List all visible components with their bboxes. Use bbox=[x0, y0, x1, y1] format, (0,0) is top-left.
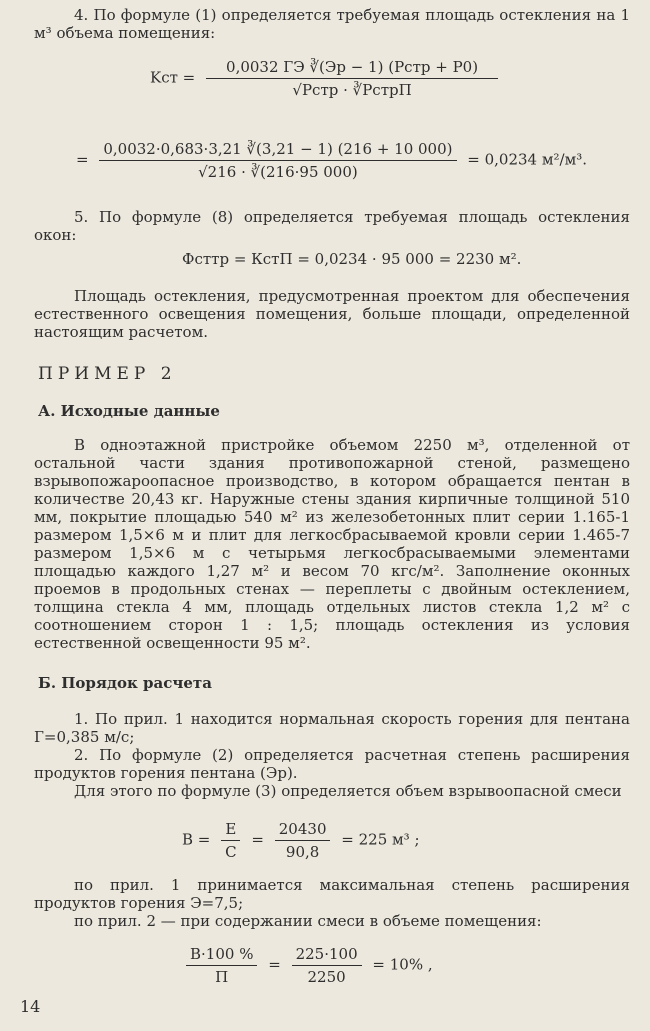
formula-volume-den-symbolic: C bbox=[225, 843, 237, 861]
formula-phi: Фсттр = КстП = 0,0234 · 95 000 = 2230 м². bbox=[182, 250, 522, 268]
formula-volume-num-numeric: 20430 bbox=[275, 820, 331, 841]
paragraph-step-2: 2. По формуле (2) определяется расчетная степень расширения продуктов горения пентана (Эр). bbox=[34, 746, 630, 782]
formula-volume-num-symbolic: E bbox=[221, 820, 240, 841]
paragraph-mixture-volume: Для этого по формуле (3) определяется объем взрывоопасной смеси bbox=[74, 782, 622, 800]
formula-k-numeric bbox=[76, 140, 587, 181]
formula-concentration-num-symbolic: B·100 % bbox=[186, 945, 257, 966]
formula-concentration-den-numeric: 2250 bbox=[307, 968, 346, 986]
paragraph-conclusion: Площадь остекления, предусмотренная проектом для обеспечения естественного освещения помещения, больше площади, определенной настоящим расчетом. bbox=[34, 287, 630, 341]
formula-concentration-fraction-symbolic bbox=[186, 945, 257, 986]
formula-k-fraction bbox=[206, 58, 498, 99]
formula-k-numeric-denominator: √216 · ∛(216·95 000) bbox=[198, 163, 358, 181]
page-number: 14 bbox=[20, 997, 41, 1016]
formula-k-numeric-fraction bbox=[99, 140, 456, 181]
paragraph-initial-data: В одноэтажной пристройке объемом 2250 м³, отделенной от остальной части здания противопожарной стеной, размещено взрывопожароопасное производство, в котором обращается пентан в количестве 20,43 кг. Наружные стены здания кирпичные толщиной 510 мм, покрытие площадью 540 м² из железобетонных плит серии 1.165-1 размером 1,5×6 м и плит для легкосбрасываемой кровли серии 1.465-7 размером 1,5×6 м с четырьмя легкосбрасываемыми элементами площадью каждого 1,27 м² и весом 70 кгс/м². Заполнение оконных проемов в продольных стенах — переплеты с двойным остеклением, толщина стекла 4 мм, площадь отдельных листов стекла 1,2 м² с соотношением сторон 1 : 1,5; площадь остекления из условия естественной освещенности 95 м². bbox=[34, 436, 630, 652]
formula-concentration bbox=[180, 945, 433, 986]
section-heading-procedure: Б. Порядок расчета bbox=[38, 674, 212, 692]
formula-k-numeric-result: = 0,0234 м²/м³. bbox=[467, 150, 588, 169]
formula-k-lhs: Kст = bbox=[150, 68, 196, 87]
formula-concentration-eq: = bbox=[268, 955, 281, 974]
example-heading: ПРИМЕР 2 bbox=[38, 364, 177, 384]
formula-volume-fraction-numeric bbox=[275, 820, 331, 861]
formula-concentration-den-symbolic: П bbox=[215, 968, 229, 986]
section-heading-initial-data: А. Исходные данные bbox=[38, 402, 220, 420]
paragraph-step-1: 1. По прил. 1 находится нормальная скорость горения для пентана Г=0,385 м/с; bbox=[34, 710, 630, 746]
formula-k-general bbox=[150, 58, 504, 99]
formula-volume-eq: = bbox=[251, 830, 264, 849]
formula-concentration-fraction-numeric bbox=[292, 945, 362, 986]
formula-concentration-num-numeric: 225·100 bbox=[292, 945, 362, 966]
formula-volume-lhs: B = bbox=[182, 830, 211, 849]
formula-volume bbox=[182, 820, 420, 861]
formula-volume-den-numeric: 90,8 bbox=[285, 843, 320, 861]
formula-k-numeric-numerator: 0,0032·0,683·3,21 ∛(3,21 − 1) (216 + 10 000) bbox=[99, 140, 456, 161]
formula-k-denominator: √Pстр · ∛PстрП bbox=[292, 81, 412, 99]
formula-k-numerator: 0,0032 ГЭ ∛(Эр − 1) (Pстр + P0) bbox=[206, 58, 498, 79]
formula-volume-fraction-symbolic bbox=[221, 820, 240, 861]
formula-concentration-result: = 10% , bbox=[372, 955, 433, 974]
paragraph-max-expansion: по прил. 1 принимается максимальная степень расширения продуктов горения Э=7,5; bbox=[34, 876, 630, 912]
formula-volume-result: = 225 м³ ; bbox=[341, 830, 420, 849]
paragraph-step-4: 4. По формуле (1) определяется требуемая площадь остекления на 1 м³ объема помещения: bbox=[34, 6, 630, 42]
paragraph-appendix-2: по прил. 2 — при содержании смеси в объеме помещения: bbox=[74, 912, 542, 930]
paragraph-step-5: 5. По формуле (8) определяется требуемая площадь остекления окон: bbox=[34, 208, 630, 244]
formula-k-numeric-lhs: = bbox=[76, 150, 89, 169]
